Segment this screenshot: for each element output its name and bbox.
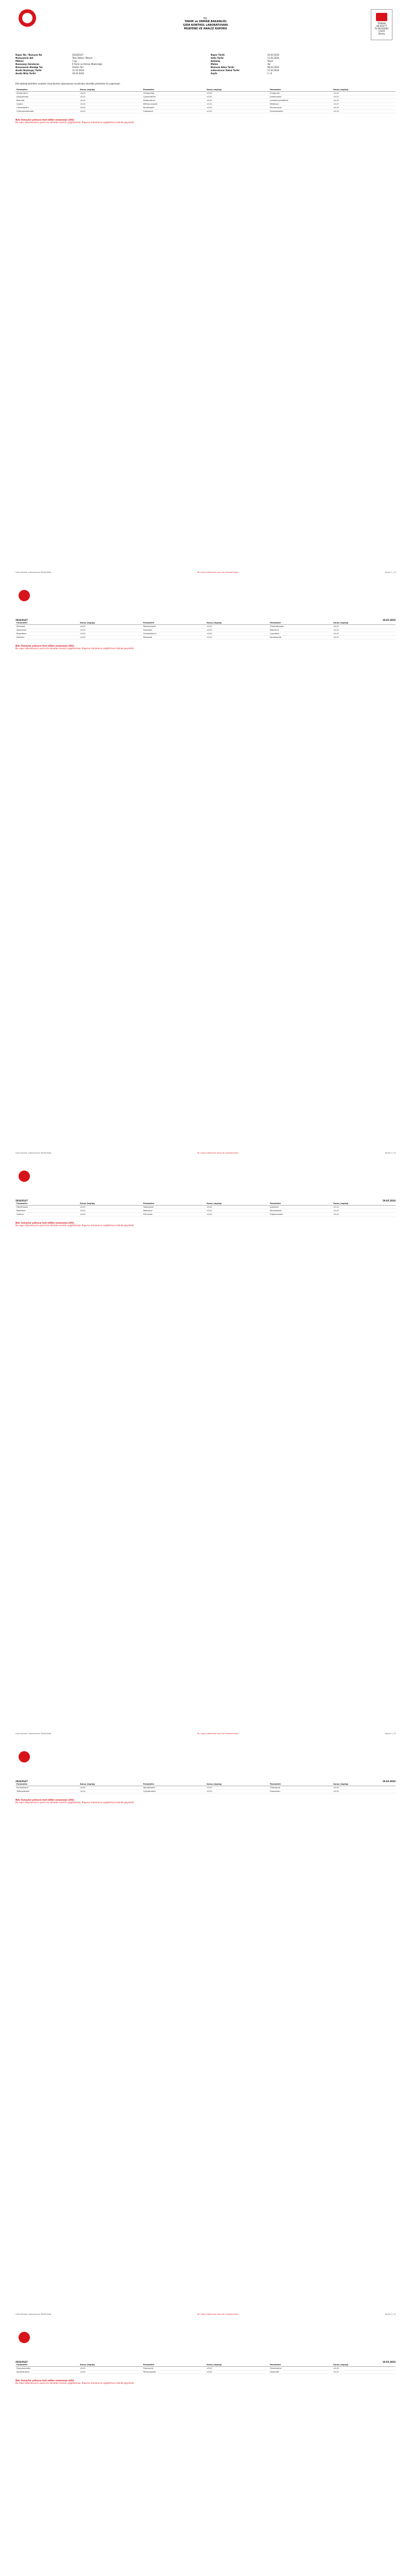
- table-cell: Thiacloprid: [269, 1786, 332, 1789]
- page-footer: [15, 571, 396, 573]
- table-cell: <0,01: [332, 1205, 396, 1209]
- column-header: Sonuç (mg/kg): [332, 88, 396, 91]
- accreditation-text: TÜRKAK: [377, 22, 386, 25]
- ministry-logo-icon: [19, 9, 36, 27]
- table-row: [15, 102, 396, 106]
- results-table: [15, 1202, 396, 1216]
- meta-key: Numune Alma Tarihi: [210, 66, 234, 69]
- table-row: [15, 91, 396, 95]
- legal-note-title: Not: Sonuçlar yalnızca test edilen numuneye aittir.: [15, 118, 75, 121]
- table-cell: <0,01: [205, 1786, 269, 1789]
- meta-key: Miktarı: [15, 60, 24, 62]
- table-cell: Hexythiazox: [15, 1205, 79, 1209]
- table-cell: Malathion: [15, 1209, 79, 1212]
- accreditation-badge: [371, 9, 392, 40]
- table-cell: Difenoconazole: [142, 102, 206, 106]
- meta-key: Mühür: [210, 63, 218, 65]
- table-cell: Spirotetramat: [15, 2370, 79, 2374]
- table-cell: <0,01: [79, 109, 142, 113]
- meta-value: 2024/0147: [72, 54, 84, 56]
- column-header: Parametre: [15, 621, 79, 624]
- meta-column: [15, 54, 201, 75]
- footer-page-number: Sayfa 2 / 6: [385, 1151, 396, 1154]
- table-cell: Bifenthrin: [269, 628, 332, 632]
- header-line3: GIDA KONTROL LABORATUVARI: [183, 24, 228, 27]
- legal-note-body: Bu rapor laboratuvarın yazılı izni olmadan kısmen çoğaltılamaz. Raporun tamamının çoğaltılması halinde geçerlidir.: [15, 2382, 135, 2385]
- subheader-report-date: 19.03.2024: [382, 2361, 396, 2363]
- column-header: Sonuç (mg/kg): [79, 1783, 142, 1786]
- column-header: Parametre: [269, 1783, 332, 1786]
- legal-note: [15, 1799, 396, 1804]
- table-cell: Cyprodinil: [269, 632, 332, 635]
- column-header: Parametre: [15, 1783, 79, 1786]
- meta-value: Poşet: [267, 60, 273, 62]
- meta-value: Var: [267, 63, 271, 65]
- table-row: [15, 98, 396, 102]
- turkak-logo-icon: [376, 13, 387, 21]
- meta-key: Numunenin Alındığı Yer: [15, 66, 43, 69]
- table-cell: Chlorantraniliprole: [15, 109, 79, 113]
- table-cell: Spirodiclofen: [142, 1786, 206, 1789]
- table-cell: Indoxacarb: [142, 1205, 206, 1209]
- column-header: Parametre: [269, 88, 332, 91]
- legal-note-body: Bu rapor laboratuvarın yazılı izni olmadan kısmen çoğaltılamaz. Raporun tamamının çoğaltılması halinde geçerlidir.: [15, 647, 135, 650]
- table-cell: Fenhexamid: [269, 635, 332, 639]
- meta-key: Ambalaj: [210, 60, 220, 62]
- table-cell: Pyrimethanil: [15, 1786, 79, 1789]
- table-cell: <0,01: [332, 1209, 396, 1212]
- table-cell: Imidacloprid: [269, 95, 332, 98]
- table-cell: <0,01: [79, 2366, 142, 2370]
- table-cell: <0,01: [79, 2370, 142, 2374]
- table-cell: <0,01: [205, 635, 269, 639]
- table-row: [15, 624, 396, 628]
- table-cell: Fludioxonil: [142, 109, 206, 113]
- meta-value: 11.03.2024: [267, 69, 280, 72]
- table-cell: Cyflufenamid: [142, 1789, 206, 1793]
- table-cell: <0,01: [205, 91, 269, 95]
- legal-note-title: Not: Sonuçlar yalnızca test edilen numuneye aittir.: [15, 2379, 75, 2382]
- table-row: [15, 1789, 396, 1793]
- legal-note-body: Bu rapor laboratuvarın yazılı izni olmadan kısmen çoğaltılamaz. Raporun tamamının çoğaltılması halinde geçerlidir.: [15, 1801, 135, 1804]
- legal-note-title: Not: Sonuçlar yalnızca test edilen numuneye aittir.: [15, 644, 75, 647]
- table-cell: <0,01: [79, 1212, 142, 1216]
- table-cell: Buprofezin: [15, 632, 79, 635]
- table-cell: Myclobutanil: [269, 1209, 332, 1212]
- table-cell: Chlorothalonil: [142, 632, 206, 635]
- subheader-report-date: 19.03.2024: [382, 1199, 396, 1202]
- table-cell: <0,01: [79, 635, 142, 639]
- column-header: Parametre: [142, 1783, 206, 1786]
- footer-signature-note: Bu rapor elektronik imza ile imzalanmıştır.: [197, 571, 239, 573]
- meta-key: Analiz Başlangıç Tarihi: [15, 69, 42, 72]
- table-cell: Oxamyl: [15, 1212, 79, 1216]
- report-page: [0, 1742, 411, 2323]
- legal-note-title: Not: Sonuçlar yalnızca test edilen numuneye aittir.: [15, 1798, 75, 1801]
- table-cell: <0,01: [205, 628, 269, 632]
- table-cell: <0,01: [205, 632, 269, 635]
- table-cell: <0,01: [332, 102, 396, 106]
- table-cell: <0,01: [205, 2366, 269, 2370]
- legal-note-title: Not: Sonuçlar yalnızca test edilen numuneye aittir.: [15, 1221, 75, 1224]
- table-cell: <0,01: [332, 632, 396, 635]
- table-row: [15, 632, 396, 635]
- table-cell: Deltamethrin: [142, 98, 206, 102]
- table-cell: <0,01: [79, 632, 142, 635]
- table-cell: Pymetrozine: [269, 2366, 332, 2370]
- meta-value: Üretim Yeri: [72, 66, 84, 69]
- table-cell: Boscalid: [15, 98, 79, 102]
- table-cell: <0,01: [332, 109, 396, 113]
- subheader-report-date: 19.03.2024: [382, 619, 396, 621]
- table-cell: Captan: [15, 102, 79, 106]
- table-cell: Tebuconazole: [142, 624, 206, 628]
- column-header: Sonuç (mg/kg): [332, 621, 396, 624]
- method-note: Ekli tabloda belirtilen analizler Gıda Kontrol Laboratuvarı tarafından akredite yöntemler ile yapılmıştır.: [15, 82, 121, 85]
- table-cell: Diazinon: [15, 635, 79, 639]
- table-cell: <0,01: [79, 1205, 142, 1209]
- results-table: [15, 2363, 396, 2374]
- legal-note-body: Bu rapor laboratuvarın yazılı izni olmadan kısmen çoğaltılamaz. Raporun tamamının çoğaltılması halinde geçerlidir.: [15, 121, 135, 124]
- table-cell: <0,01: [79, 624, 142, 628]
- table-cell: <0,01: [332, 106, 396, 109]
- meta-value: 08.03.2024: [267, 66, 280, 69]
- accreditation-text: Deney: [378, 32, 385, 35]
- column-header: Sonuç (mg/kg): [332, 1783, 396, 1786]
- table-cell: <0,01: [332, 1212, 396, 1216]
- table-cell: Zoxamide: [269, 2370, 332, 2374]
- table-cell: <0,01: [205, 1209, 269, 1212]
- ministry-logo-icon: [19, 2332, 30, 2343]
- table-cell: <0,01: [332, 1789, 396, 1793]
- meta-column: [211, 54, 396, 75]
- table-cell: Acephate: [142, 628, 206, 632]
- table-row: [15, 109, 396, 113]
- page-footer: [15, 1732, 396, 1735]
- table-row: [15, 2366, 396, 2370]
- page-footer: [15, 1151, 396, 1154]
- table-cell: Azoxystrobin: [15, 95, 79, 98]
- table-cell: Methomyl: [142, 1209, 206, 1212]
- column-header: Sonuç (mg/kg): [205, 1783, 269, 1786]
- footer-signature-note: Bu rapor elektronik imza ile imzalanmıştır.: [197, 2313, 239, 2315]
- footer-page-number: Sayfa 1 / 6: [385, 571, 396, 573]
- column-header: Parametre: [269, 1202, 332, 1205]
- table-row: [15, 1205, 396, 1209]
- footer-left: Gıda Kontrol Laboratuvar Müdürlüğü: [15, 571, 52, 573]
- table-row: [15, 635, 396, 639]
- meta-value: Taze Sebze / Meyve: [72, 57, 93, 59]
- table-cell: <0,01: [79, 106, 142, 109]
- legal-note: [15, 118, 396, 124]
- subheader-report-date: 19.03.2024: [382, 1780, 396, 1783]
- meta-row: [15, 72, 201, 75]
- table-cell: <0,01: [79, 98, 142, 102]
- table-row: [15, 1212, 396, 1216]
- table-cell: Flonicamid: [142, 2366, 206, 2370]
- table-cell: <0,01: [205, 1212, 269, 1216]
- report-page: [0, 2323, 411, 2576]
- meta-key: Numuneyi Gönderen: [15, 63, 40, 65]
- table-cell: <0,01: [79, 1789, 142, 1793]
- report-page: [0, 581, 411, 1161]
- meta-key: Rapor No / Numune No: [15, 54, 42, 56]
- column-header: Parametre: [15, 1202, 79, 1205]
- column-header: Sonuç (mg/kg): [205, 621, 269, 624]
- column-header: Parametre: [15, 88, 79, 91]
- table-cell: <0,01: [79, 95, 142, 98]
- footer-page-number: Sayfa 4 / 6: [385, 2313, 396, 2315]
- table-row: [15, 628, 396, 632]
- table-cell: <0,01: [205, 106, 269, 109]
- table-cell: Cypermethrin: [142, 95, 206, 98]
- footer-left: Gıda Kontrol Laboratuvar Müdürlüğü: [15, 1151, 52, 1154]
- results-table: [15, 621, 396, 639]
- meta-value: 1 kg: [72, 60, 77, 62]
- meta-key: Sayfa: [210, 72, 218, 75]
- table-cell: <0,01: [332, 95, 396, 98]
- table-cell: Trifloxystrobin: [15, 1789, 79, 1793]
- subheader-report-no: 2024/0147: [15, 619, 28, 621]
- table-row: [15, 1786, 396, 1789]
- meta-value: 19.03.2024: [267, 54, 280, 56]
- page-footer: [15, 2313, 396, 2315]
- meta-key: Laboratuvar Kabul Tarihi: [210, 69, 240, 72]
- header-line1: T.C.: [203, 17, 208, 20]
- meta-value: 11.03.2024: [72, 69, 84, 72]
- table-cell: <0,01: [332, 91, 396, 95]
- column-header: Sonuç (mg/kg): [332, 2363, 396, 2366]
- table-cell: Penconazole: [269, 106, 332, 109]
- table-cell: <0,01: [205, 98, 269, 102]
- table-cell: Emamectin: [269, 1789, 332, 1793]
- column-header: Parametre: [269, 621, 332, 624]
- table-cell: Spinosad: [15, 624, 79, 628]
- footer-left: Gıda Kontrol Laboratuvar Müdürlüğü: [15, 1732, 52, 1735]
- meta-value: 1 / 6: [267, 72, 272, 75]
- table-cell: <0,01: [79, 1209, 142, 1212]
- table-cell: <0,01: [205, 624, 269, 628]
- meta-value: 19.03.2024: [72, 72, 84, 75]
- table-cell: <0,01: [79, 1786, 142, 1789]
- table-cell: Metalaxyl: [269, 102, 332, 106]
- table-cell: <0,01: [205, 109, 269, 113]
- table-cell: <0,01: [205, 1789, 269, 1793]
- column-header: Parametre: [142, 2363, 206, 2366]
- legal-note: [15, 2379, 396, 2385]
- meta-key: Analiz Bitiş Tarihi: [15, 72, 36, 75]
- table-cell: <0,01: [205, 102, 269, 106]
- table-cell: Abamectin: [15, 628, 79, 632]
- column-header: Sonuç (mg/kg): [205, 88, 269, 91]
- legal-note: [15, 645, 396, 650]
- table-cell: <0,01: [205, 95, 269, 98]
- table-cell: Tetraconazole: [142, 2370, 206, 2374]
- table-row: [15, 106, 396, 109]
- column-header: Parametre: [142, 621, 206, 624]
- footer-left: Gıda Kontrol Laboratuvar Müdürlüğü: [15, 2313, 52, 2315]
- column-header: Sonuç (mg/kg): [79, 2363, 142, 2366]
- table-cell: Carbendazim: [15, 106, 79, 109]
- subheader-report-no: 2024/0147: [15, 1199, 28, 1202]
- meta-value: 11.03.2024: [267, 57, 280, 59]
- column-header: Parametre: [142, 1202, 206, 1205]
- column-header: Sonuç (mg/kg): [332, 1202, 396, 1205]
- footer-signature-note: Bu rapor elektronik imza ile imzalanmıştır.: [197, 1732, 239, 1735]
- table-cell: Thiamethoxam: [269, 624, 332, 628]
- report-header: [15, 7, 396, 31]
- table-cell: <0,01: [332, 635, 396, 639]
- table-cell: Etoxazole: [142, 635, 206, 639]
- meta-row: [211, 72, 396, 75]
- table-cell: Iprodione: [269, 1205, 332, 1209]
- column-header: Parametre: [142, 88, 206, 91]
- subheader-report-no: 2024/0147: [15, 2361, 28, 2363]
- results-table: [15, 88, 396, 113]
- table-cell: Pyraclostrobin: [269, 109, 332, 113]
- report-meta: [15, 54, 396, 75]
- table-cell: <0,01: [79, 628, 142, 632]
- table-cell: <0,01: [332, 2366, 396, 2370]
- table-row: [15, 95, 396, 98]
- header-line4: MUAYENE VE ANALİZ RAPORU: [184, 27, 227, 30]
- ministry-logo-icon: [19, 1751, 30, 1762]
- ministry-logo-icon: [19, 1171, 30, 1182]
- results-table: [15, 1783, 396, 1793]
- column-header: Parametre: [269, 2363, 332, 2366]
- ministry-logo-icon: [19, 590, 30, 601]
- meta-key: Geliş Tarihi: [210, 57, 224, 59]
- column-header: Sonuç (mg/kg): [79, 1202, 142, 1205]
- accreditation-text: AB-0207-T: [376, 25, 387, 27]
- legal-note-body: Bu rapor laboratuvarın yazılı izni olmadan kısmen çoğaltılamaz. Raporun tamamının çoğaltılması halinde geçerlidir.: [15, 1224, 135, 1227]
- table-cell: <0,01: [79, 91, 142, 95]
- table-cell: Pirimicarb: [142, 1212, 206, 1216]
- header-line2: TARIM ve ORMAN BAKANLIĞI: [184, 20, 227, 23]
- column-header: Sonuç (mg/kg): [205, 1202, 269, 1205]
- table-cell: <0,01: [205, 1205, 269, 1209]
- subheader-report-no: 2024/0147: [15, 1780, 28, 1783]
- accreditation-text: TS EN ISO/IEC 17025: [374, 27, 389, 32]
- meta-key: Rapor Tarihi: [210, 54, 225, 56]
- table-cell: <0,01: [332, 1786, 396, 1789]
- report-page: [0, 1161, 411, 1742]
- table-cell: Dimethoate: [142, 106, 206, 109]
- column-header: Sonuç (mg/kg): [205, 2363, 269, 2366]
- table-cell: <0,01: [332, 628, 396, 632]
- legal-note: [15, 1222, 396, 1227]
- table-cell: <0,01: [332, 98, 396, 102]
- footer-page-number: Sayfa 3 / 6: [385, 1732, 396, 1735]
- column-header: Sonuç (mg/kg): [79, 88, 142, 91]
- table-cell: Lambda-cyhalothrin: [269, 98, 332, 102]
- meta-value: İl Tarım ve Orman Müdürlüğü: [72, 63, 103, 65]
- table-cell: Fenpyroximate: [15, 2366, 79, 2370]
- table-cell: <0,01: [332, 624, 396, 628]
- meta-key: Numunenin Adı: [15, 57, 34, 59]
- table-cell: Fluopyram: [269, 91, 332, 95]
- table-cell: <0,01: [79, 102, 142, 106]
- column-header: Sonuç (mg/kg): [79, 621, 142, 624]
- table-cell: <0,01: [332, 2370, 396, 2374]
- table-cell: Acetamiprid: [15, 91, 79, 95]
- footer-signature-note: Bu rapor elektronik imza ile imzalanmıştır.: [197, 1151, 239, 1154]
- table-row: [15, 1209, 396, 1212]
- table-row: [15, 2370, 396, 2374]
- column-header: Parametre: [15, 2363, 79, 2366]
- report-page: [0, 0, 411, 581]
- table-cell: Chlorpyrifos: [142, 91, 206, 95]
- table-cell: Propiconazole: [269, 1212, 332, 1216]
- table-cell: <0,01: [205, 2370, 269, 2374]
